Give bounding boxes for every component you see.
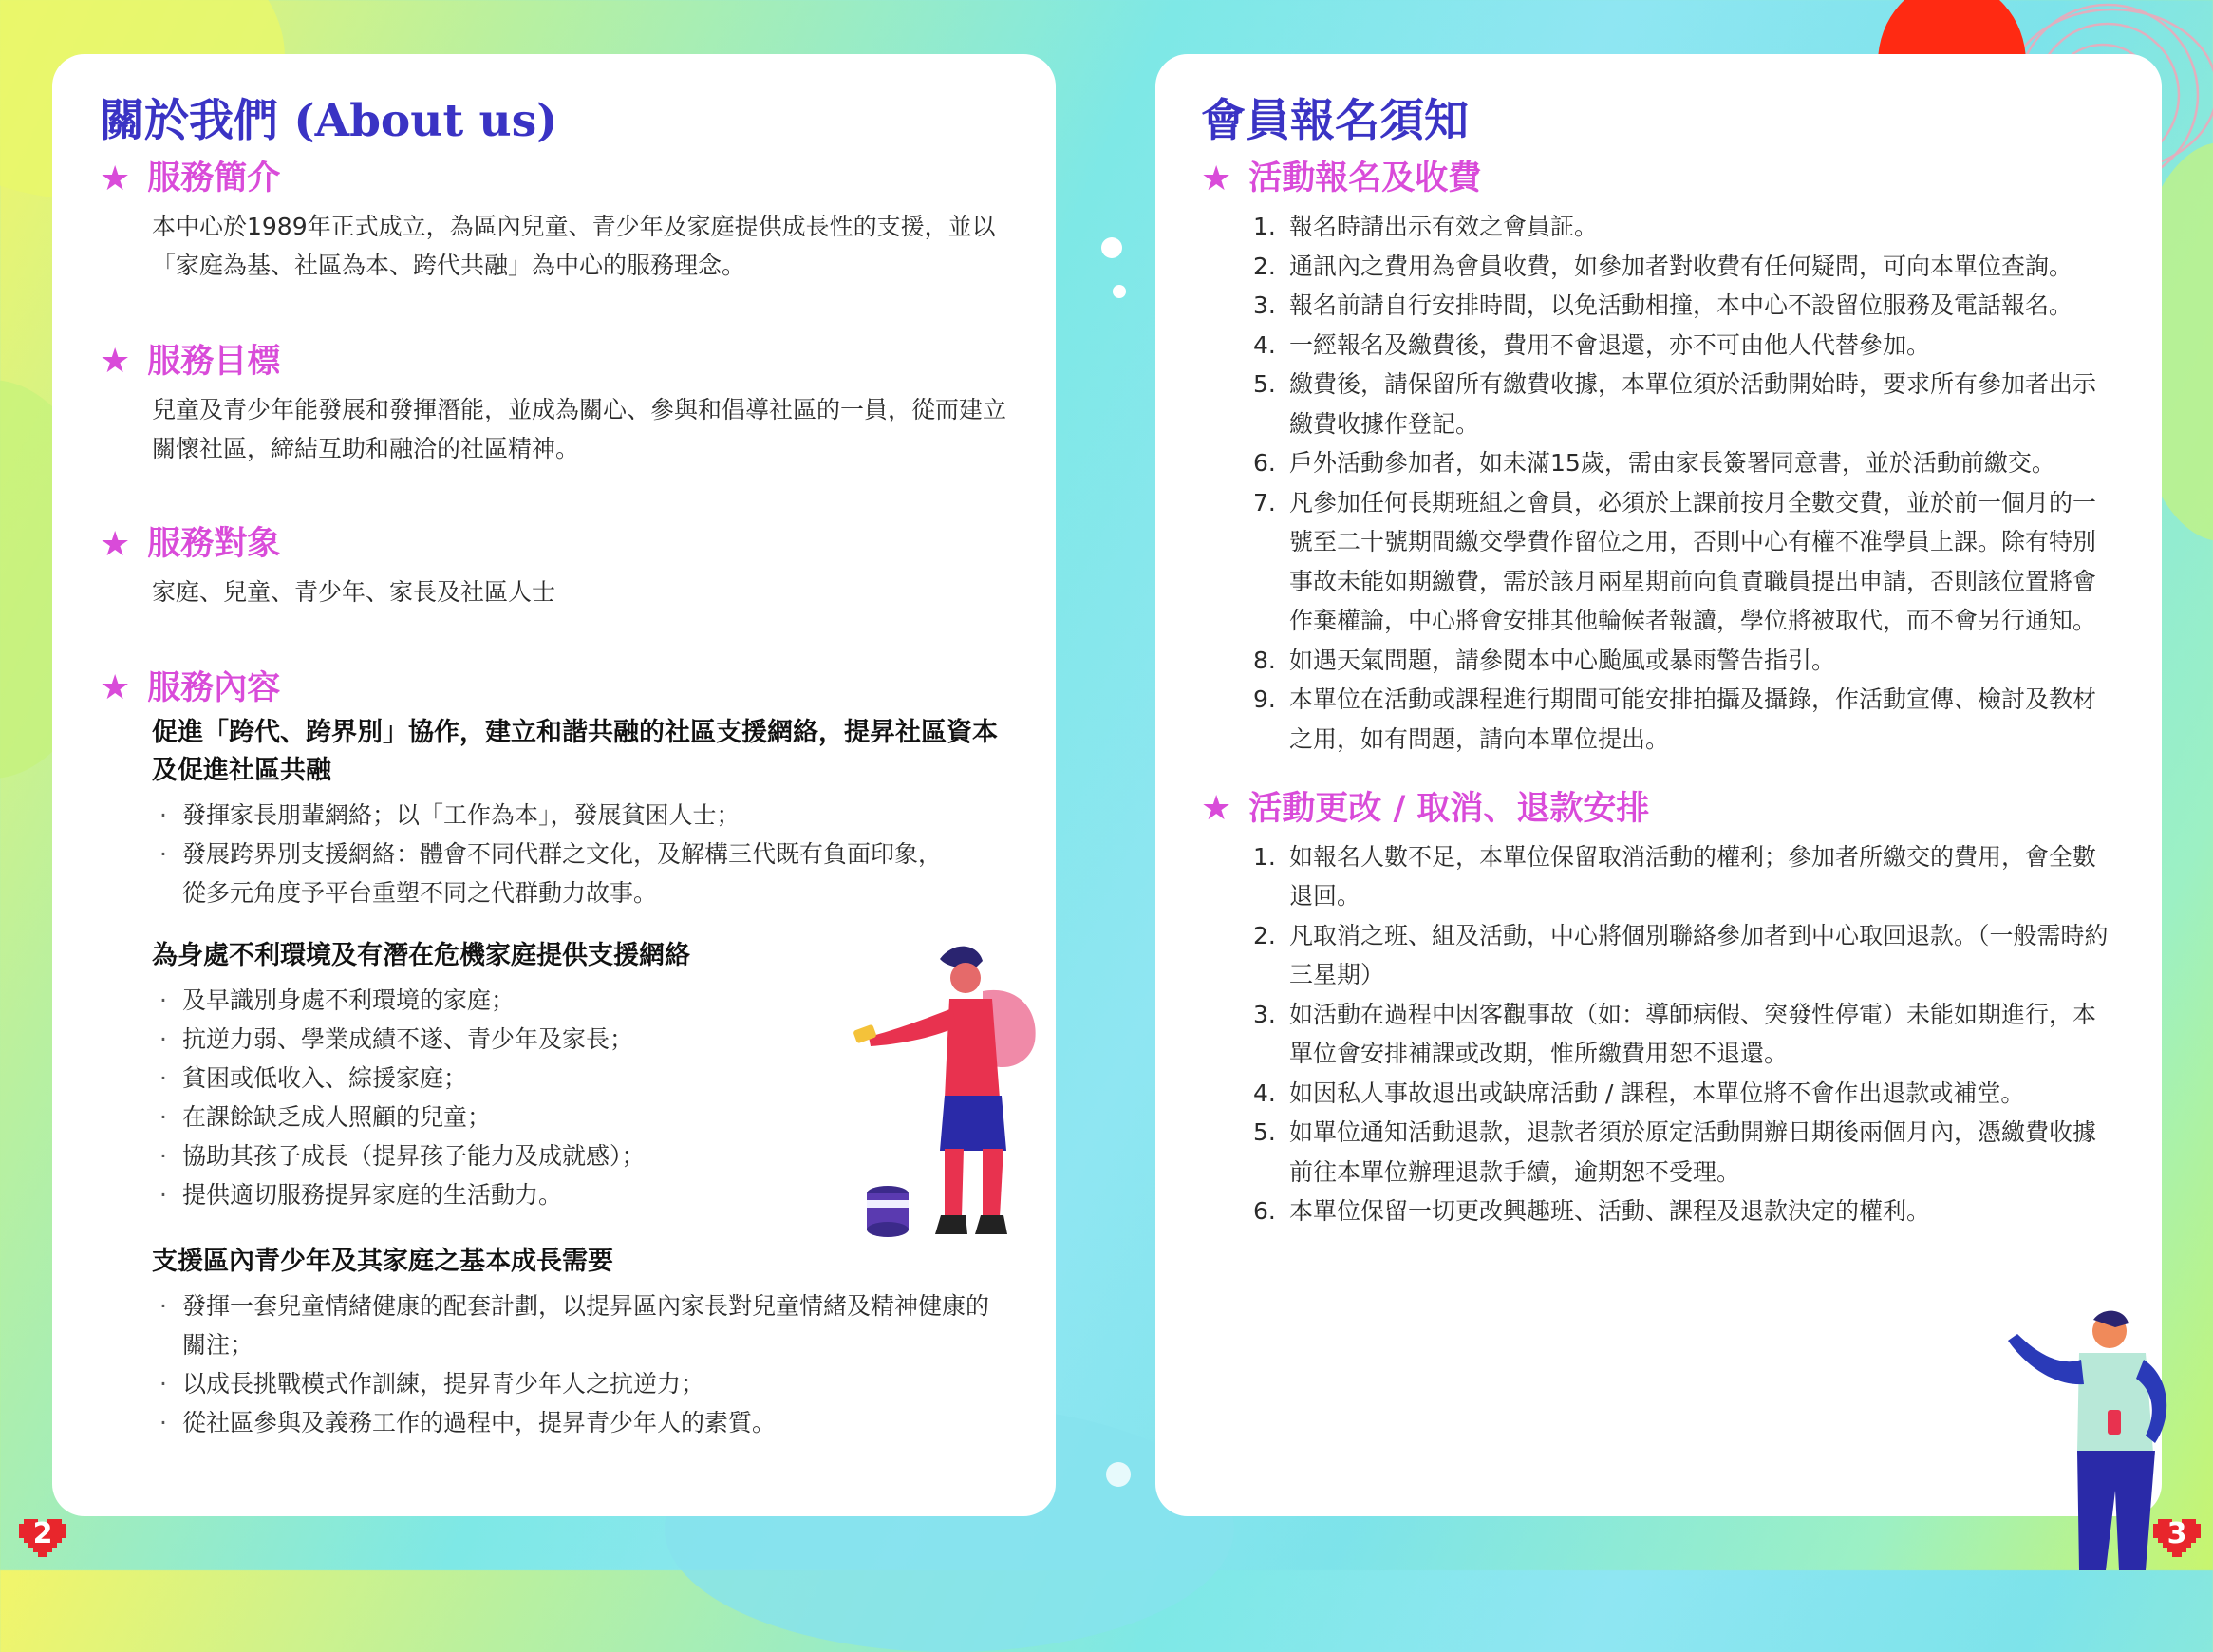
decor-dot xyxy=(1113,285,1126,298)
painter-illustration xyxy=(850,932,1059,1246)
star-icon: ★ xyxy=(1201,159,1232,198)
goal-text: 兒童及青少年能發展和發揮潛能，並成為關心、參與和倡導社區的一員，從而建立關懷社區，締結互助和融洽的社區精神。 xyxy=(152,395,1007,462)
list-item: 2. 凡取消之班、組及活動，中心將個別聯絡參加者到中心取回退款。（一般需時約三星期） xyxy=(1253,921,2109,989)
list-item: 8. 如遇天氣問題，請參閱本中心颱風或暴雨警告指引。 xyxy=(1253,646,1836,674)
list-item: 5. 繳費後，請保留所有繳費收據，本單位須於活動開始時，要求所有參加者出示繳費收據作登記。 xyxy=(1253,370,2097,438)
page-number-badge: 3 xyxy=(2153,1510,2201,1557)
list-item: · 發揮家長朋輩網絡；以「工作為本」，發展貧困人士； xyxy=(152,796,1008,835)
content-group-list xyxy=(152,796,1008,912)
content-group-title: 支援區內青少年及其家庭之基本成長需要 xyxy=(152,1247,613,1277)
list-item: 4. 一經報名及繳費後，費用不會退還，亦不可由他人代替參加。 xyxy=(1253,330,1931,359)
list-item: · 發揮一套兒童情緒健康的配套計劃，以提昇區內家長對兒童情緒及精神健康的關注； xyxy=(152,1286,1008,1364)
about-us-card xyxy=(52,54,1056,1516)
star-icon: ★ xyxy=(100,342,131,382)
star-icon: ★ xyxy=(100,667,131,707)
target-text: 家庭、兒童、青少年、家長及社區人士 xyxy=(152,577,556,606)
list-item: 3. 如活動在過程中因客觀事故（如：導師病假、突發性停電）未能如期進行，本單位會安排補課或改期，惟所繳費用恕不退還。 xyxy=(1253,1000,2097,1068)
list-item: · 協助其孩子成長（提昇孩子能力及成就感）； xyxy=(152,1136,1008,1175)
list-item: 9. 本單位在活動或課程進行期間可能安排拍攝及攝錄，作活動宣傳、檢討及教材之用，如有問題，請向本單位提出。 xyxy=(1253,685,2097,753)
section-heading-fees: ★ 活動報名及收費 xyxy=(1201,156,2114,203)
list-item: 6. 戶外活動參加者，如未滿15歲，需由家長簽署同意書，並於活動前繳交。 xyxy=(1253,449,2055,478)
changes-list xyxy=(1201,837,2114,1231)
intro-text: 本中心於1989年正式成立，為區內兒童、青少年及家庭提供成長性的支援，並以「家庭為基、社區為本、跨代共融」為中心的服務理念。 xyxy=(152,213,996,280)
list-item: 3. 報名前請自行安排時間，以免活動相撞，本中心不設留位服務及電話報名。 xyxy=(1253,291,2073,320)
list-item: 1. 如報名人數不足，本單位保留取消活動的權利；參加者所繳交的費用，會全數退回。 xyxy=(1253,842,2097,910)
list-item: 6. 本單位保留一切更改興趣班、活動、課程及退款決定的權利。 xyxy=(1253,1197,1931,1226)
star-icon: ★ xyxy=(100,524,131,564)
star-icon: ★ xyxy=(100,159,131,198)
list-item: · 貧困或低收入、綜援家庭； xyxy=(152,1059,1008,1098)
section-heading-changes: ★ 活動更改 / 取消、退款安排 xyxy=(1201,785,2114,833)
section-heading-target: ★ 服務對象 xyxy=(100,521,1008,569)
list-item: · 及早識別身處不利環境的家庭； xyxy=(152,981,1008,1020)
section-heading-intro: ★ 服務簡介 xyxy=(100,156,1008,203)
section-heading-goal: ★ 服務目標 xyxy=(100,338,1008,385)
decor-dot xyxy=(1101,237,1122,258)
page-title: 關於我們 (About us) xyxy=(100,95,558,147)
list-item: 4. 如因私人事故退出或缺席活動 / 課程，本單位將不會作出退款或補堂。 xyxy=(1253,1079,2025,1107)
list-item: 7. 凡參加任何長期班組之會員，必須於上課前按月全數交費，並於前一個月的一號至二十號期間繳交學費作留位之用，否則中心有權不准學員上課。除有特別事故未能如期繳費，需於該月兩星期前向負責職員提出申請，否則該位置將會作棄權論，中心將會安排其他輪候者報讀，學位將被取代，而不會另行通知。 xyxy=(1253,488,2097,635)
page-number-badge: 2 xyxy=(19,1510,66,1557)
list-item: 2. 通訊內之費用為會員收費，如參加者對收費有任何疑問，可向本單位查詢。 xyxy=(1253,252,2073,280)
fees-list xyxy=(1201,207,2114,759)
content-group-list xyxy=(152,1286,1008,1442)
list-item: 1. 報名時請出示有效之會員証。 xyxy=(1253,213,1599,241)
list-item: · 在課餘缺乏成人照顧的兒童； xyxy=(152,1098,1008,1136)
content-group-title: 為身處不利環境及有潛在危機家庭提供支援網絡 xyxy=(152,941,690,971)
list-item: 5. 如單位通知活動退款，退款者須於原定活動開辦日期後兩個月內，憑繳費收據前往本單位辦理退款手續，逾期恕不受理。 xyxy=(1253,1118,2097,1186)
list-item: · 發展跨界別支援網絡：體會不同代群之文化，及解構三代既有負面印象，從多元角度予平台重塑不同之代群動力故事。 xyxy=(152,835,961,912)
section-heading-content: ★ 服務內容 xyxy=(100,665,1008,712)
list-item: · 提供適切服務提昇家庭的生活動力。 xyxy=(152,1175,1008,1214)
decor-dot xyxy=(1106,1462,1131,1487)
page-title: 會員報名須知 xyxy=(1201,95,1469,147)
list-item: · 以成長挑戰模式作訓練，提昇青少年人之抗逆力； xyxy=(152,1364,1008,1403)
content-group-title: 促進「跨代、跨界別」協作，建立和諧共融的社區支援網絡，提昇社區資本及促進社區共融 xyxy=(152,718,998,786)
star-icon: ★ xyxy=(1201,789,1232,829)
member-registration-card xyxy=(1155,54,2162,1516)
list-item: · 抗逆力弱、學業成績不遂、青少年及家長； xyxy=(152,1020,1008,1059)
list-item: · 從社區參與及義務工作的過程中，提昇青少年人的素質。 xyxy=(152,1403,1008,1442)
